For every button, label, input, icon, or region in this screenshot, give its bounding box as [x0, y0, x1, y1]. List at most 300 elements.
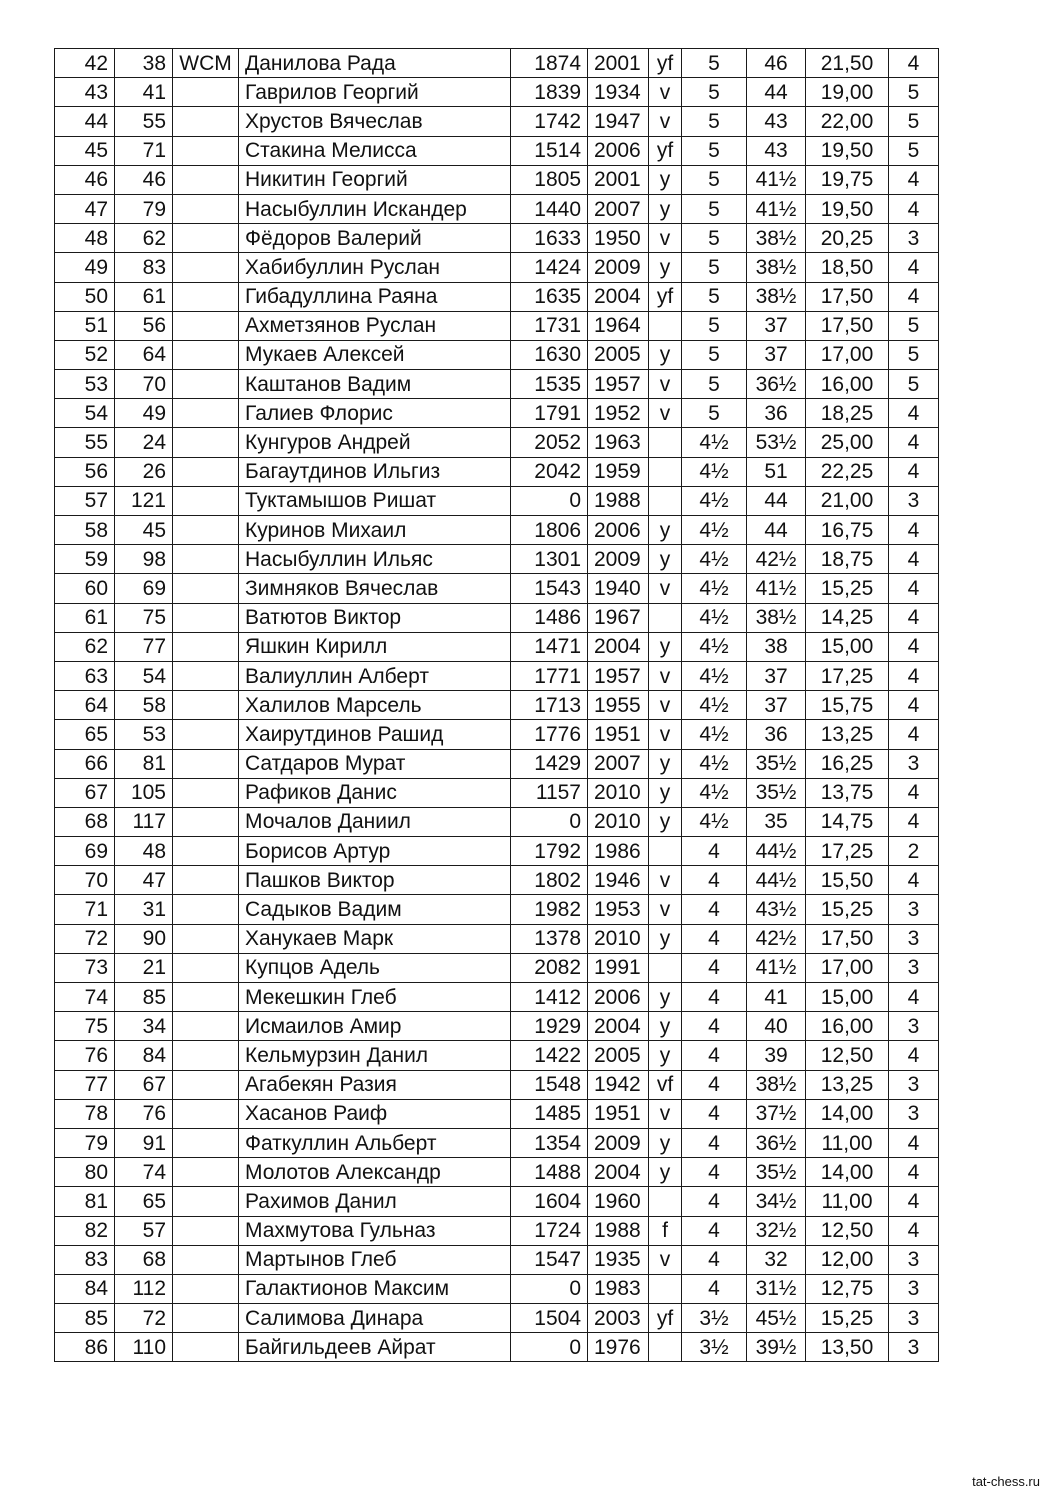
title-cell [173, 574, 239, 603]
wins-cell: 4 [889, 457, 939, 486]
wins-cell: 3 [889, 953, 939, 982]
title-cell [173, 603, 239, 632]
rating-cell: 2082 [511, 953, 588, 982]
group-cell: v [649, 866, 682, 895]
berger-cell: 17,25 [806, 837, 889, 866]
rating-cell: 2052 [511, 428, 588, 457]
start-number-cell: 112 [115, 1274, 173, 1303]
berger-cell: 18,75 [806, 545, 889, 574]
birth-year-cell: 2001 [588, 49, 649, 78]
group-cell: v [649, 720, 682, 749]
berger-cell: 19,50 [806, 194, 889, 223]
birth-year-cell: 1955 [588, 691, 649, 720]
berger-cell: 13,50 [806, 1333, 889, 1362]
rating-cell: 1633 [511, 224, 588, 253]
points-cell: 4 [682, 895, 747, 924]
rating-cell: 1440 [511, 194, 588, 223]
place-cell: 69 [55, 837, 115, 866]
place-cell: 70 [55, 866, 115, 895]
table-row [55, 1216, 939, 1245]
buchholz-cell: 44 [747, 78, 806, 107]
player-name-cell: Кунгуров Андрей [239, 428, 511, 457]
rating-cell: 1805 [511, 165, 588, 194]
player-name-cell: Молотов Александр [239, 1158, 511, 1187]
title-cell [173, 1128, 239, 1157]
table-row [55, 1099, 939, 1128]
group-cell: y [649, 516, 682, 545]
birth-year-cell: 2010 [588, 807, 649, 836]
berger-cell: 17,00 [806, 953, 889, 982]
table-row [55, 370, 939, 399]
group-cell: y [649, 1158, 682, 1187]
birth-year-cell: 1951 [588, 1099, 649, 1128]
rating-cell: 1378 [511, 924, 588, 953]
table-row [55, 1274, 939, 1303]
wins-cell: 5 [889, 340, 939, 369]
title-cell [173, 282, 239, 311]
table-row [55, 1012, 939, 1041]
player-name-cell: Туктамышов Ришат [239, 486, 511, 515]
birth-year-cell: 2004 [588, 632, 649, 661]
player-name-cell: Сатдаров Мурат [239, 749, 511, 778]
buchholz-cell: 39 [747, 1041, 806, 1070]
title-cell [173, 516, 239, 545]
points-cell: 4½ [682, 428, 747, 457]
title-cell [173, 1070, 239, 1099]
title-cell [173, 194, 239, 223]
title-cell [173, 224, 239, 253]
group-cell: yf [649, 1304, 682, 1333]
table-row [55, 224, 939, 253]
rating-cell: 1713 [511, 691, 588, 720]
table-row [55, 837, 939, 866]
start-number-cell: 117 [115, 807, 173, 836]
points-cell: 4½ [682, 749, 747, 778]
table-row [55, 632, 939, 661]
berger-cell: 12,75 [806, 1274, 889, 1303]
rating-cell: 1604 [511, 1187, 588, 1216]
rating-cell: 1731 [511, 311, 588, 340]
points-cell: 4½ [682, 574, 747, 603]
title-cell [173, 399, 239, 428]
table-row [55, 311, 939, 340]
title-cell [173, 486, 239, 515]
wins-cell: 5 [889, 370, 939, 399]
player-name-cell: Яшкин Кирилл [239, 632, 511, 661]
berger-cell: 14,25 [806, 603, 889, 632]
player-name-cell: Агабекян Разия [239, 1070, 511, 1099]
points-cell: 4½ [682, 807, 747, 836]
berger-cell: 15,25 [806, 574, 889, 603]
buchholz-cell: 35 [747, 807, 806, 836]
title-cell [173, 837, 239, 866]
player-name-cell: Насыбуллин Искандер [239, 194, 511, 223]
birth-year-cell: 1976 [588, 1333, 649, 1362]
berger-cell: 17,50 [806, 282, 889, 311]
berger-cell: 14,00 [806, 1158, 889, 1187]
group-cell: y [649, 632, 682, 661]
buchholz-cell: 38½ [747, 224, 806, 253]
title-cell [173, 807, 239, 836]
table-row [55, 194, 939, 223]
group-cell: y [649, 545, 682, 574]
birth-year-cell: 1952 [588, 399, 649, 428]
player-name-cell: Рафиков Данис [239, 778, 511, 807]
buchholz-cell: 39½ [747, 1333, 806, 1362]
berger-cell: 12,50 [806, 1041, 889, 1070]
table-row [55, 165, 939, 194]
table-row [55, 574, 939, 603]
place-cell: 84 [55, 1274, 115, 1303]
place-cell: 82 [55, 1216, 115, 1245]
title-cell [173, 78, 239, 107]
birth-year-cell: 2006 [588, 136, 649, 165]
place-cell: 43 [55, 78, 115, 107]
points-cell: 4 [682, 924, 747, 953]
place-cell: 45 [55, 136, 115, 165]
place-cell: 55 [55, 428, 115, 457]
table-row [55, 749, 939, 778]
buchholz-cell: 42½ [747, 545, 806, 574]
player-name-cell: Куринов Михаил [239, 516, 511, 545]
rating-cell: 1514 [511, 136, 588, 165]
table-row [55, 1158, 939, 1187]
start-number-cell: 121 [115, 486, 173, 515]
title-cell [173, 749, 239, 778]
table-row [55, 895, 939, 924]
buchholz-cell: 35½ [747, 749, 806, 778]
start-number-cell: 72 [115, 1304, 173, 1333]
wins-cell: 4 [889, 399, 939, 428]
table-row [55, 107, 939, 136]
start-number-cell: 46 [115, 165, 173, 194]
group-cell: vf [649, 1070, 682, 1099]
rating-cell: 1157 [511, 778, 588, 807]
wins-cell: 4 [889, 691, 939, 720]
title-cell [173, 1041, 239, 1070]
start-number-cell: 45 [115, 516, 173, 545]
place-cell: 54 [55, 399, 115, 428]
player-name-cell: Никитин Георгий [239, 165, 511, 194]
berger-cell: 17,50 [806, 311, 889, 340]
points-cell: 4 [682, 1128, 747, 1157]
title-cell [173, 1216, 239, 1245]
wins-cell: 4 [889, 1216, 939, 1245]
wins-cell: 3 [889, 1304, 939, 1333]
wins-cell: 4 [889, 720, 939, 749]
berger-cell: 15,00 [806, 983, 889, 1012]
place-cell: 80 [55, 1158, 115, 1187]
table-row [55, 49, 939, 78]
buchholz-cell: 51 [747, 457, 806, 486]
berger-cell: 17,50 [806, 924, 889, 953]
title-cell: WCM [173, 49, 239, 78]
group-cell: v [649, 78, 682, 107]
buchholz-cell: 43½ [747, 895, 806, 924]
place-cell: 72 [55, 924, 115, 953]
player-name-cell: Валиуллин Алберт [239, 661, 511, 690]
player-name-cell: Багаутдинов Ильгиз [239, 457, 511, 486]
berger-cell: 16,00 [806, 1012, 889, 1041]
buchholz-cell: 40 [747, 1012, 806, 1041]
wins-cell: 5 [889, 311, 939, 340]
berger-cell: 14,00 [806, 1099, 889, 1128]
wins-cell: 3 [889, 1099, 939, 1128]
place-cell: 59 [55, 545, 115, 574]
points-cell: 5 [682, 49, 747, 78]
group-cell [649, 603, 682, 632]
player-name-cell: Ханукаев Марк [239, 924, 511, 953]
birth-year-cell: 2004 [588, 282, 649, 311]
table-row [55, 1304, 939, 1333]
berger-cell: 22,25 [806, 457, 889, 486]
wins-cell: 4 [889, 1187, 939, 1216]
berger-cell: 15,75 [806, 691, 889, 720]
table-row [55, 866, 939, 895]
player-name-cell: Хасанов Раиф [239, 1099, 511, 1128]
wins-cell: 4 [889, 632, 939, 661]
wins-cell: 3 [889, 895, 939, 924]
place-cell: 83 [55, 1245, 115, 1274]
group-cell: y [649, 1041, 682, 1070]
group-cell: y [649, 807, 682, 836]
place-cell: 62 [55, 632, 115, 661]
table-row [55, 691, 939, 720]
buchholz-cell: 44½ [747, 837, 806, 866]
group-cell: y [649, 165, 682, 194]
points-cell: 4½ [682, 691, 747, 720]
player-name-cell: Хрустов Вячеслав [239, 107, 511, 136]
points-cell: 5 [682, 194, 747, 223]
points-cell: 4 [682, 1070, 747, 1099]
start-number-cell: 53 [115, 720, 173, 749]
berger-cell: 25,00 [806, 428, 889, 457]
player-name-cell: Купцов Адель [239, 953, 511, 982]
rating-cell: 1791 [511, 399, 588, 428]
birth-year-cell: 1959 [588, 457, 649, 486]
start-number-cell: 56 [115, 311, 173, 340]
group-cell: y [649, 749, 682, 778]
title-cell [173, 311, 239, 340]
player-name-cell: Хабибуллин Руслан [239, 253, 511, 282]
wins-cell: 4 [889, 866, 939, 895]
group-cell [649, 457, 682, 486]
start-number-cell: 24 [115, 428, 173, 457]
group-cell [649, 311, 682, 340]
title-cell [173, 778, 239, 807]
buchholz-cell: 38½ [747, 282, 806, 311]
wins-cell: 4 [889, 49, 939, 78]
table-row [55, 1041, 939, 1070]
buchholz-cell: 44 [747, 486, 806, 515]
start-number-cell: 41 [115, 78, 173, 107]
table-row [55, 282, 939, 311]
buchholz-cell: 34½ [747, 1187, 806, 1216]
wins-cell: 3 [889, 924, 939, 953]
points-cell: 4 [682, 983, 747, 1012]
player-name-cell: Зимняков Вячеслав [239, 574, 511, 603]
berger-cell: 19,00 [806, 78, 889, 107]
group-cell: v [649, 574, 682, 603]
title-cell [173, 136, 239, 165]
rating-cell: 1488 [511, 1158, 588, 1187]
start-number-cell: 48 [115, 837, 173, 866]
buchholz-cell: 43 [747, 136, 806, 165]
group-cell: y [649, 340, 682, 369]
wins-cell: 4 [889, 1041, 939, 1070]
points-cell: 5 [682, 399, 747, 428]
title-cell [173, 661, 239, 690]
start-number-cell: 31 [115, 895, 173, 924]
player-name-cell: Гибадуллина Раяна [239, 282, 511, 311]
rating-cell: 1547 [511, 1245, 588, 1274]
buchholz-cell: 44 [747, 516, 806, 545]
buchholz-cell: 38 [747, 632, 806, 661]
group-cell: y [649, 983, 682, 1012]
start-number-cell: 71 [115, 136, 173, 165]
title-cell [173, 457, 239, 486]
buchholz-cell: 32 [747, 1245, 806, 1274]
berger-cell: 18,50 [806, 253, 889, 282]
place-cell: 57 [55, 486, 115, 515]
title-cell [173, 1304, 239, 1333]
buchholz-cell: 37 [747, 691, 806, 720]
group-cell: yf [649, 49, 682, 78]
berger-cell: 22,00 [806, 107, 889, 136]
birth-year-cell: 1983 [588, 1274, 649, 1303]
wins-cell: 2 [889, 837, 939, 866]
place-cell: 79 [55, 1128, 115, 1157]
rating-cell: 0 [511, 1333, 588, 1362]
group-cell: v [649, 1245, 682, 1274]
player-name-cell: Хаирутдинов Рашид [239, 720, 511, 749]
buchholz-cell: 38½ [747, 253, 806, 282]
buchholz-cell: 41½ [747, 194, 806, 223]
player-name-cell: Махмутова Гульназ [239, 1216, 511, 1245]
points-cell: 4 [682, 1187, 747, 1216]
rating-cell: 1485 [511, 1099, 588, 1128]
birth-year-cell: 2009 [588, 545, 649, 574]
table-row [55, 545, 939, 574]
points-cell: 4 [682, 1041, 747, 1070]
table-row [55, 1333, 939, 1362]
group-cell: y [649, 194, 682, 223]
player-name-cell: Мекешкин Глеб [239, 983, 511, 1012]
group-cell: yf [649, 136, 682, 165]
table-row [55, 516, 939, 545]
standings-body [55, 49, 939, 1362]
table-row [55, 457, 939, 486]
group-cell [649, 1274, 682, 1303]
berger-cell: 12,00 [806, 1245, 889, 1274]
wins-cell: 5 [889, 136, 939, 165]
berger-cell: 17,25 [806, 661, 889, 690]
start-number-cell: 75 [115, 603, 173, 632]
rating-cell: 1982 [511, 895, 588, 924]
points-cell: 5 [682, 340, 747, 369]
player-name-cell: Борисов Артур [239, 837, 511, 866]
rating-cell: 1802 [511, 866, 588, 895]
group-cell: yf [649, 282, 682, 311]
start-number-cell: 98 [115, 545, 173, 574]
birth-year-cell: 2006 [588, 516, 649, 545]
berger-cell: 16,25 [806, 749, 889, 778]
wins-cell: 3 [889, 1274, 939, 1303]
place-cell: 66 [55, 749, 115, 778]
rating-cell: 0 [511, 807, 588, 836]
birth-year-cell: 1988 [588, 1216, 649, 1245]
group-cell: y [649, 1012, 682, 1041]
birth-year-cell: 2004 [588, 1012, 649, 1041]
place-cell: 76 [55, 1041, 115, 1070]
berger-cell: 20,25 [806, 224, 889, 253]
rating-cell: 1839 [511, 78, 588, 107]
berger-cell: 16,00 [806, 370, 889, 399]
buchholz-cell: 36 [747, 399, 806, 428]
birth-year-cell: 1957 [588, 370, 649, 399]
player-name-cell: Галиев Флорис [239, 399, 511, 428]
start-number-cell: 65 [115, 1187, 173, 1216]
start-number-cell: 62 [115, 224, 173, 253]
group-cell: y [649, 924, 682, 953]
group-cell: v [649, 661, 682, 690]
birth-year-cell: 1950 [588, 224, 649, 253]
player-name-cell: Мукаев Алексей [239, 340, 511, 369]
points-cell: 5 [682, 282, 747, 311]
start-number-cell: 47 [115, 866, 173, 895]
title-cell [173, 370, 239, 399]
wins-cell: 4 [889, 574, 939, 603]
birth-year-cell: 2003 [588, 1304, 649, 1333]
title-cell [173, 691, 239, 720]
start-number-cell: 64 [115, 340, 173, 369]
site-watermark: tat-chess.ru [972, 1474, 1040, 1489]
birth-year-cell: 2001 [588, 165, 649, 194]
place-cell: 63 [55, 661, 115, 690]
group-cell [649, 428, 682, 457]
points-cell: 5 [682, 311, 747, 340]
birth-year-cell: 1953 [588, 895, 649, 924]
player-name-cell: Рахимов Данил [239, 1187, 511, 1216]
place-cell: 67 [55, 778, 115, 807]
rating-cell: 0 [511, 1274, 588, 1303]
points-cell: 5 [682, 370, 747, 399]
points-cell: 4 [682, 837, 747, 866]
birth-year-cell: 1942 [588, 1070, 649, 1099]
table-row [55, 807, 939, 836]
buchholz-cell: 31½ [747, 1274, 806, 1303]
player-name-cell: Каштанов Вадим [239, 370, 511, 399]
buchholz-cell: 36 [747, 720, 806, 749]
points-cell: 5 [682, 224, 747, 253]
title-cell [173, 1274, 239, 1303]
player-name-cell: Фаткуллин Альберт [239, 1128, 511, 1157]
birth-year-cell: 1964 [588, 311, 649, 340]
player-name-cell: Салимова Динара [239, 1304, 511, 1333]
start-number-cell: 67 [115, 1070, 173, 1099]
berger-cell: 16,75 [806, 516, 889, 545]
group-cell [649, 837, 682, 866]
table-row [55, 428, 939, 457]
title-cell [173, 895, 239, 924]
place-cell: 65 [55, 720, 115, 749]
berger-cell: 21,00 [806, 486, 889, 515]
points-cell: 4½ [682, 632, 747, 661]
place-cell: 48 [55, 224, 115, 253]
wins-cell: 5 [889, 107, 939, 136]
rating-cell: 1792 [511, 837, 588, 866]
title-cell [173, 545, 239, 574]
